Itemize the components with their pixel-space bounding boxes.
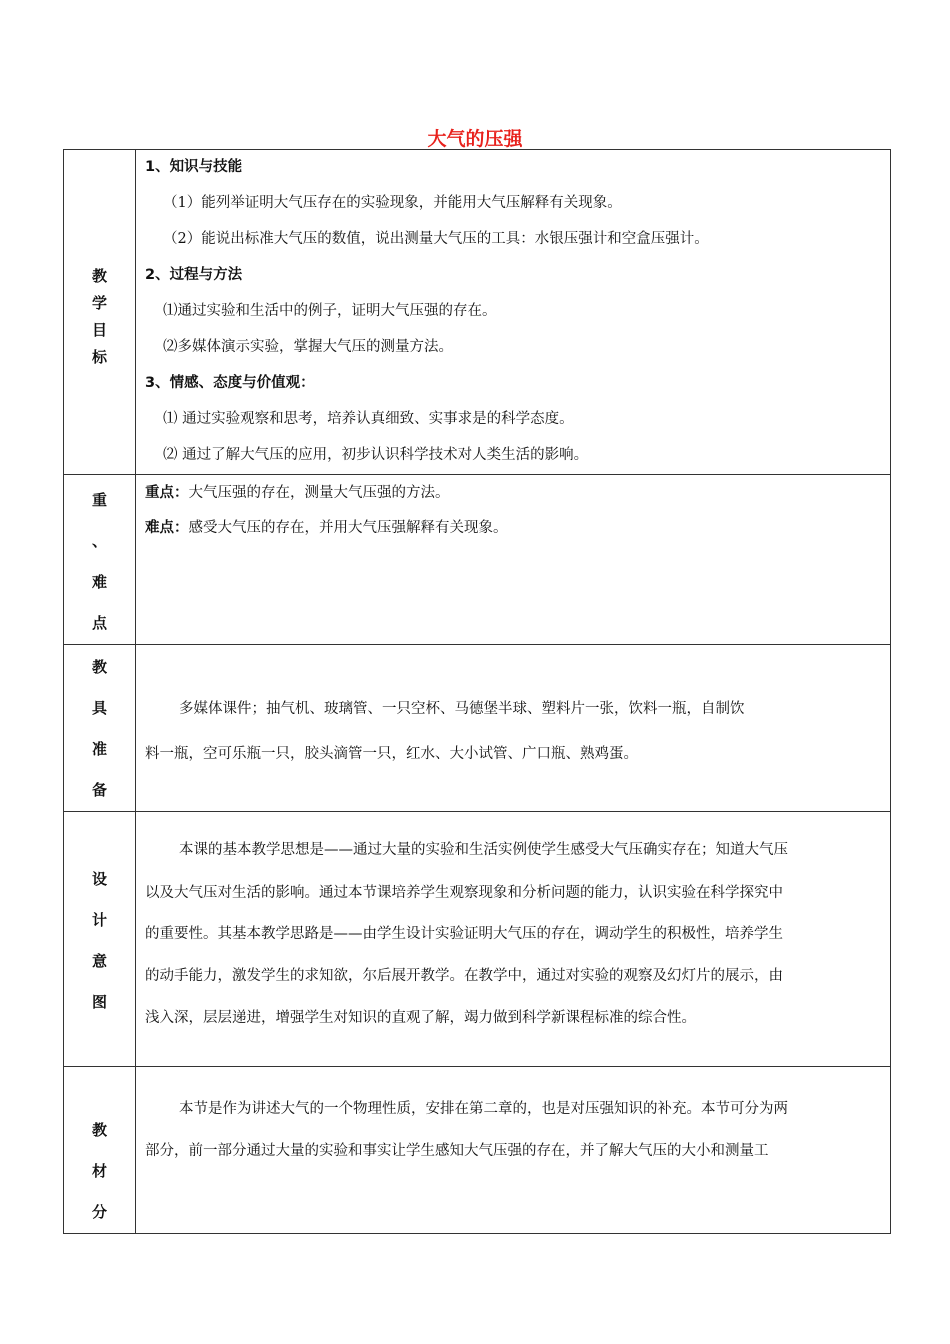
objectives-label <box>64 150 136 475</box>
label-char: 分 <box>91 1203 107 1221</box>
label-char: 、 <box>91 532 107 550</box>
page-title: 大气的压强 <box>427 128 523 150</box>
label-char: 准 <box>91 740 107 758</box>
key-point-text: 大气压强的存在，测量大气压强的方法。 <box>188 485 450 501</box>
objectives-heading-process: 2、过程与方法 <box>145 267 243 283</box>
label-char: 教 <box>91 658 107 676</box>
keypoints-row <box>64 475 891 645</box>
design-content <box>136 812 891 1067</box>
label-char: 材 <box>91 1162 107 1180</box>
key-point-line <box>145 481 450 502</box>
difficulty-text: 感受大气压的存在，并用大气压强解释有关现象。 <box>188 520 508 536</box>
tools-label <box>64 645 136 812</box>
objective-process-2: ⑵多媒体演示实验，掌握大气压的测量方法。 <box>163 339 453 355</box>
design-line: 本课的基本教学思想是——通过大量的实验和生活实例使学生感受大气压确实存在；知道大气压 <box>179 842 788 858</box>
keypoints-content <box>136 475 891 645</box>
label-char: 目 <box>91 321 107 339</box>
tools-content <box>136 645 891 812</box>
design-row <box>64 812 891 1067</box>
objective-knowledge-2: （2）能说出标准大气压的数值，说出测量大气压的工具：水银压强计和空盒压强计。 <box>163 231 709 247</box>
label-char: 教 <box>91 1121 107 1139</box>
design-line: 的动手能力，激发学生的求知欲，尔后展开教学。在教学中，通过对实验的观察及幻灯片的展示，由 <box>145 968 783 984</box>
design-line: 的重要性。其基本教学思路是——由学生设计实验证明大气压的存在，调动学生的积极性，培养学生 <box>145 926 783 942</box>
design-line: 以及大气压对生活的影响。通过本节课培养学生观察现象和分析问题的能力，认识实验在科学探究中 <box>145 885 783 901</box>
label-char: 具 <box>91 699 107 717</box>
objective-process-1: ⑴通过实验和生活中的例子，证明大气压强的存在。 <box>163 303 497 319</box>
label-char: 重 <box>91 491 107 509</box>
label-char: 难 <box>91 573 107 591</box>
material-label <box>64 1067 136 1234</box>
objectives-heading-attitude: 3、情感、态度与价值观： <box>145 375 315 391</box>
difficulty-label: 难点： <box>145 520 189 536</box>
material-line: 本节是作为讲述大气的一个物理性质，安排在第二章的，也是对压强知识的补充。本节可分为两 <box>179 1101 788 1117</box>
label-char: 学 <box>91 294 107 312</box>
objectives-row <box>64 150 891 475</box>
design-line: 浅入深，层层递进，增强学生对知识的直观了解，竭力做到科学新课程标准的综合性。 <box>145 1010 696 1026</box>
label-char: 标 <box>91 348 107 366</box>
lesson-plan-table <box>63 149 891 1234</box>
tools-line-2: 料一瓶，空可乐瓶一只，胶头滴管一只，红水、大小试管、广口瓶、熟鸡蛋。 <box>145 746 638 762</box>
objectives-heading-knowledge: 1、知识与技能 <box>145 159 243 175</box>
material-line: 部分，前一部分通过大量的实验和事实让学生感知大气压强的存在，并了解大气压的大小和测量工 <box>145 1143 769 1159</box>
material-row <box>64 1067 891 1234</box>
key-point-label: 重点： <box>145 485 189 501</box>
objectives-content <box>136 150 891 475</box>
objective-attitude-1: ⑴ 通过实验观察和思考，培养认真细致、实事求是的科学态度。 <box>163 411 574 427</box>
label-char: 设 <box>91 870 107 888</box>
material-content <box>136 1067 891 1234</box>
difficulty-line <box>145 516 508 537</box>
label-char: 意 <box>91 952 107 970</box>
tools-row <box>64 645 891 812</box>
design-label <box>64 812 136 1067</box>
keypoints-label <box>64 475 136 645</box>
objective-attitude-2: ⑵ 通过了解大气压的应用，初步认识科学技术对人类生活的影响。 <box>163 447 589 463</box>
label-char: 教 <box>91 267 107 285</box>
tools-line-1: 多媒体课件；抽气机、玻璃管、一只空杯、马德堡半球、塑料片一张，饮料一瓶，自制饮 <box>179 701 745 717</box>
label-char: 点 <box>91 614 107 632</box>
label-char: 备 <box>91 781 107 799</box>
objective-knowledge-1: （1）能列举证明大气压存在的实验现象，并能用大气压解释有关现象。 <box>163 195 622 211</box>
label-char: 计 <box>91 911 107 929</box>
label-char: 图 <box>91 993 107 1011</box>
